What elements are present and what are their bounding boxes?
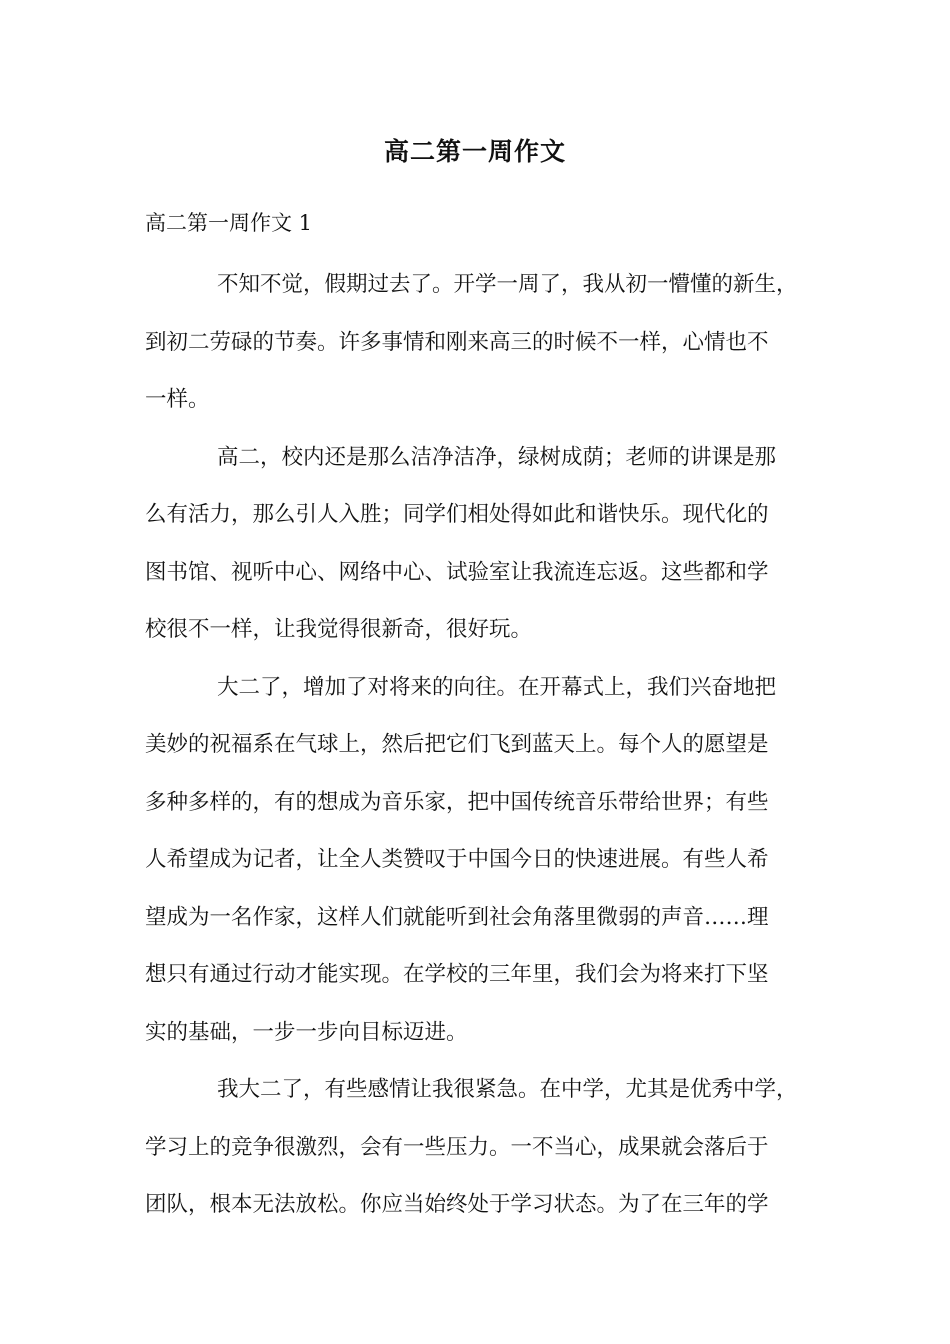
text-line: 美妙的祝福系在气球上，然后把它们飞到蓝天上。每个人的愿望是 [145, 732, 769, 757]
text-line: 我大二了，有些感情让我很紧急。在中学，尤其是优秀中学， [217, 1077, 798, 1102]
text-line: 不知不觉，假期过去了。开学一周了，我从初一懵懂的新生， [217, 272, 798, 297]
text-line: 望成为一名作家，这样人们就能听到社会角落里微弱的声音……理 [145, 904, 769, 930]
essay-body [145, 256, 820, 1234]
text-line: 想只有通过行动才能实现。在学校的三年里，我们会为将来打下坚 [145, 962, 769, 987]
text-line: 么有活力，那么引人入胜；同学们相处得如此和谐快乐。现代化的 [145, 502, 769, 527]
text-line: 人希望成为记者，让全人类赞叹于中国今日的快速进展。有些人希 [145, 847, 769, 872]
text-line: 校很不一样，让我觉得很新奇，很好玩。 [145, 617, 533, 642]
text-line: 一样。 [145, 387, 210, 412]
section-heading: 高二第一周作文 1 [145, 211, 313, 235]
paragraph-2 [145, 429, 820, 659]
text-line: 图书馆、视听中心、网络中心、试验室让我流连忘返。这些都和学 [145, 559, 769, 585]
text-line: 多种多样的，有的想成为音乐家，把中国传统音乐带给世界；有些 [145, 789, 769, 815]
text-line: 大二了，增加了对将来的向往。在开幕式上，我们兴奋地把 [217, 674, 777, 700]
text-line: 实的基础，一步一步向目标迈进。 [145, 1019, 468, 1045]
document-title: 高二第一周作文 [383, 137, 566, 166]
paragraph-3 [145, 659, 820, 1062]
paragraph-4 [145, 1061, 820, 1234]
text-line: 到初二劳碌的节奏。许多事情和刚来高三的时候不一样，心情也不 [145, 329, 769, 355]
text-line: 高二，校内还是那么洁净洁净，绿树成荫；老师的讲课是那 [217, 444, 777, 470]
paragraph-1 [145, 256, 820, 429]
text-line: 学习上的竞争很激烈，会有一些压力。一不当心，成果就会落后于 [145, 1134, 769, 1160]
text-line: 团队，根本无法放松。你应当始终处于学习状态。为了在三年的学 [145, 1192, 769, 1217]
